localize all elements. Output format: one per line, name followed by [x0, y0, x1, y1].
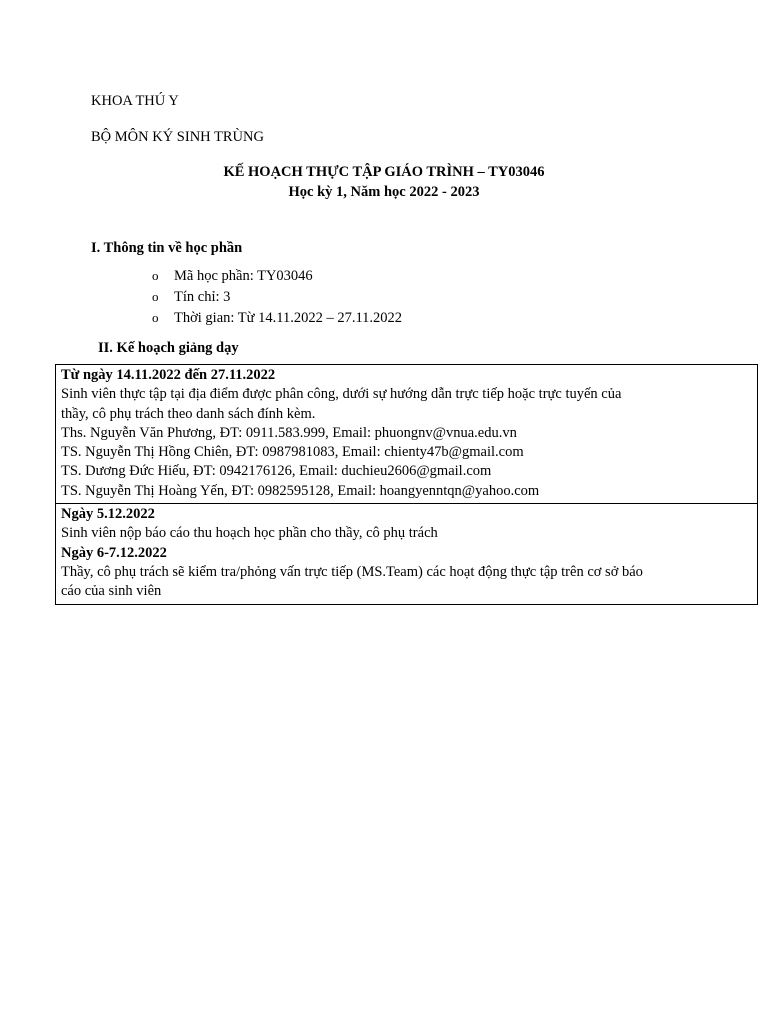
review-description-line: cáo của sinh viên	[61, 583, 162, 600]
list-item	[152, 289, 230, 306]
report-description: Sinh viên nộp báo cáo thu hoạch học phần cho thầy, cô phụ trách	[61, 525, 438, 542]
bullet-icon: o	[152, 268, 159, 283]
list-item	[152, 268, 313, 285]
course-credits: Tín chỉ: 3	[174, 289, 231, 305]
period-description-line: thầy, cô phụ trách theo danh sách đính kèm.	[61, 405, 316, 422]
section-heading-teaching-plan: II. Kế hoạch giảng dạy	[98, 340, 239, 356]
supervisor-contact: Ths. Nguyễn Văn Phương, ĐT: 0911.583.999, Email: phuongnv@vnua.edu.vn	[61, 424, 517, 441]
supervisor-contact: TS. Dương Đức Hiếu, ĐT: 0942176126, Email: duchieu2606@gmail.com	[61, 463, 492, 480]
supervisor-contact: TS. Nguyễn Thị Hồng Chiên, ĐT: 0987981083, Email: chienty47b@gmail.com	[61, 444, 524, 461]
section-heading-course-info: I. Thông tin về học phần	[91, 240, 243, 256]
table-cell-report-and-review	[56, 503, 757, 603]
period-description-line: Sinh viên thực tập tại địa điểm được phân công, dưới sự hướng dẫn trực tiếp hoặc trực tuyến của	[61, 386, 622, 403]
review-date: Ngày 6-7.12.2022	[61, 544, 167, 561]
review-description-line: Thầy, cô phụ trách sẽ kiểm tra/phỏng vấn trực tiếp (MS.Team) các hoạt động thực tập trên cơ sở báo	[61, 563, 643, 580]
teaching-plan-table	[55, 364, 758, 605]
period-date: Từ ngày 14.11.2022 đến 27.11.2022	[61, 367, 276, 383]
table-cell-internship-period	[56, 365, 757, 503]
report-date: Ngày 5.12.2022	[61, 506, 155, 523]
course-period: Thời gian: Từ 14.11.2022 – 27.11.2022	[174, 310, 403, 326]
supervisor-contact: TS. Nguyễn Thị Hoàng Yến, ĐT: 0982595128, Email: hoangyenntqn@yahoo.com	[61, 482, 540, 499]
bullet-icon: o	[152, 310, 159, 325]
document-title: KẾ HOẠCH THỰC TẬP GIÁO TRÌNH – TY03046	[223, 164, 545, 180]
document-subtitle: Học kỳ 1, Năm học 2022 - 2023	[288, 184, 480, 200]
list-item	[152, 310, 402, 327]
faculty-name: KHOA THÚ Y	[91, 93, 179, 109]
department-name: BỘ MÔN KÝ SINH TRÙNG	[91, 129, 264, 145]
bullet-icon: o	[152, 289, 159, 304]
course-code: Mã học phần: TY03046	[174, 268, 313, 284]
